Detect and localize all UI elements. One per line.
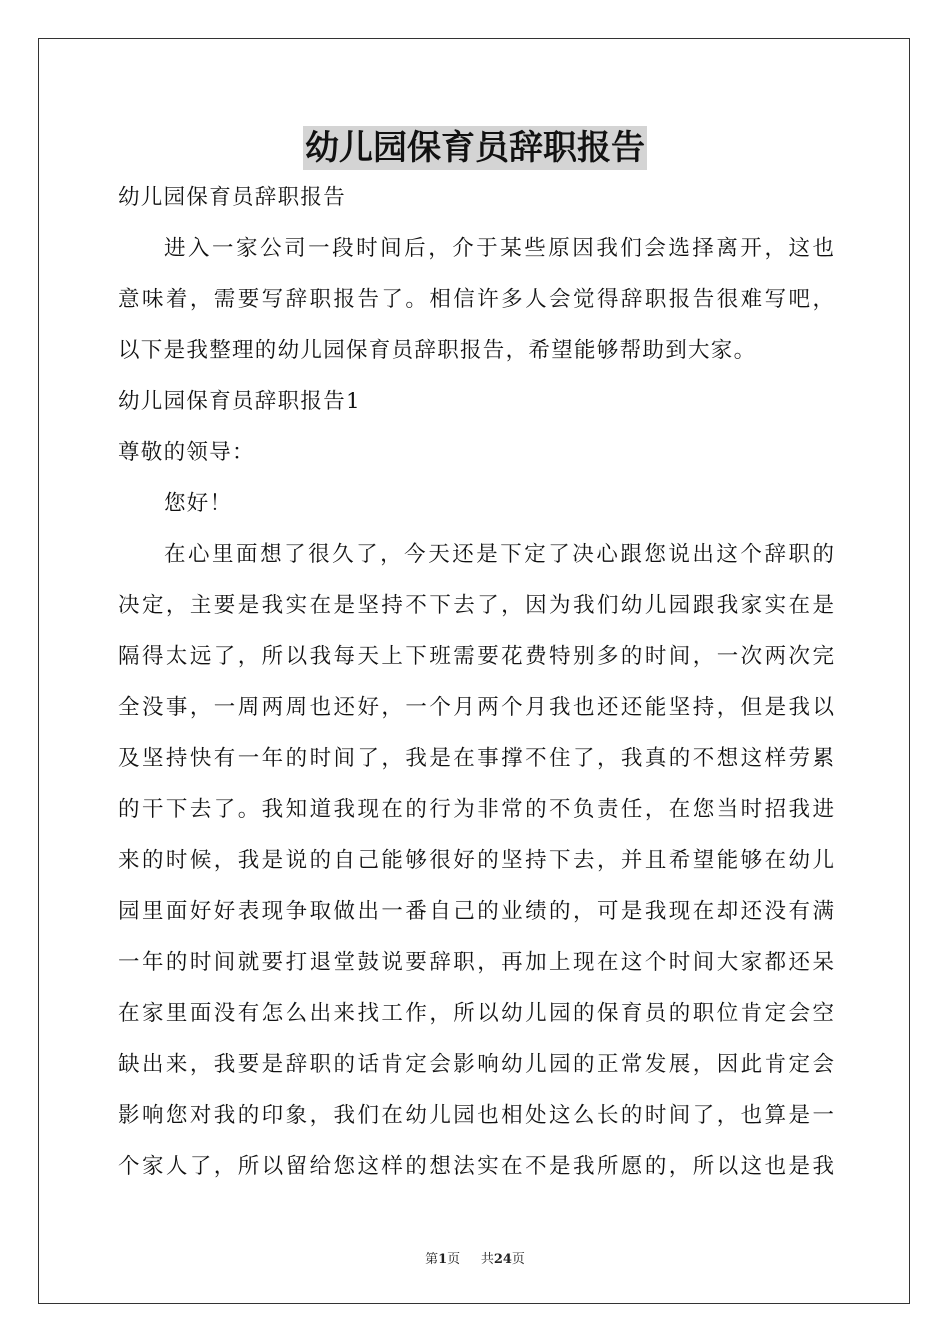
text-line: 尊敬的领导： [118,440,255,465]
text-line: 隔得太远了，所以我每天上下班需要花费特别多的时间，一次两次完 [118,644,834,669]
text-line: 影响您对我的印象，我们在幼儿园也相处这么长的时间了，也算是一 [118,1103,834,1128]
text-line: 以下是我整理的幼儿园保育员辞职报告，希望能够帮助到大家。 [118,338,757,363]
document-body [118,172,834,1192]
page-footer [0,1248,950,1267]
page-suffix: 页 [447,1252,461,1267]
title-container [0,126,950,170]
text-line: 园里面好好表现争取做出一番自己的业绩的，可是我现在却还没有满 [118,899,834,924]
text-line: 幼儿园保育员辞职报告1 [118,389,361,414]
text-line: 进入一家公司一段时间后，介于某些原因我们会选择离开，这也 [164,236,834,261]
text-line: 在家里面没有怎么出来找工作，所以幼儿园的保育员的职位肯定会空 [118,1001,834,1026]
text-line: 幼儿园保育员辞职报告 [118,185,347,210]
page-prefix: 第 [425,1252,439,1267]
text-line: 来的时候，我是说的自己能够很好的坚持下去，并且希望能够在幼儿 [118,848,834,873]
text-line: 决定，主要是我实在是坚持不下去了，因为我们幼儿园跟我家实在是 [118,593,834,618]
text-line: 缺出来，我要是辞职的话肯定会影响幼儿园的正常发展，因此肯定会 [118,1052,834,1077]
page-current: 1 [438,1252,448,1267]
text-line: 您好！ [164,491,233,516]
document-title: 幼儿园保育员辞职报告 [305,128,645,168]
total-suffix: 页 [511,1252,525,1267]
text-line: 个家人了，所以留给您这样的想法实在不是我所愿的，所以这也是我 [118,1154,834,1179]
text-line: 在心里面想了很久了，今天还是下定了决心跟您说出这个辞职的 [164,542,834,567]
text-line: 一年的时间就要打退堂鼓说要辞职，再加上现在这个时间大家都还呆 [118,950,834,975]
text-line: 意味着，需要写辞职报告了。相信许多人会觉得辞职报告很难写吧， [118,287,834,312]
text-line: 全没事，一周两周也还好，一个月两个月我也还还能坚持，但是我以 [118,695,834,720]
total-prefix: 共 [480,1252,494,1267]
text-line: 及坚持快有一年的时间了，我是在事撑不住了，我真的不想这样劳累 [118,746,834,771]
text-line: 的干下去了。我知道我现在的行为非常的不负责任，在您当时招我进 [118,797,834,822]
page-total: 24 [493,1252,512,1267]
